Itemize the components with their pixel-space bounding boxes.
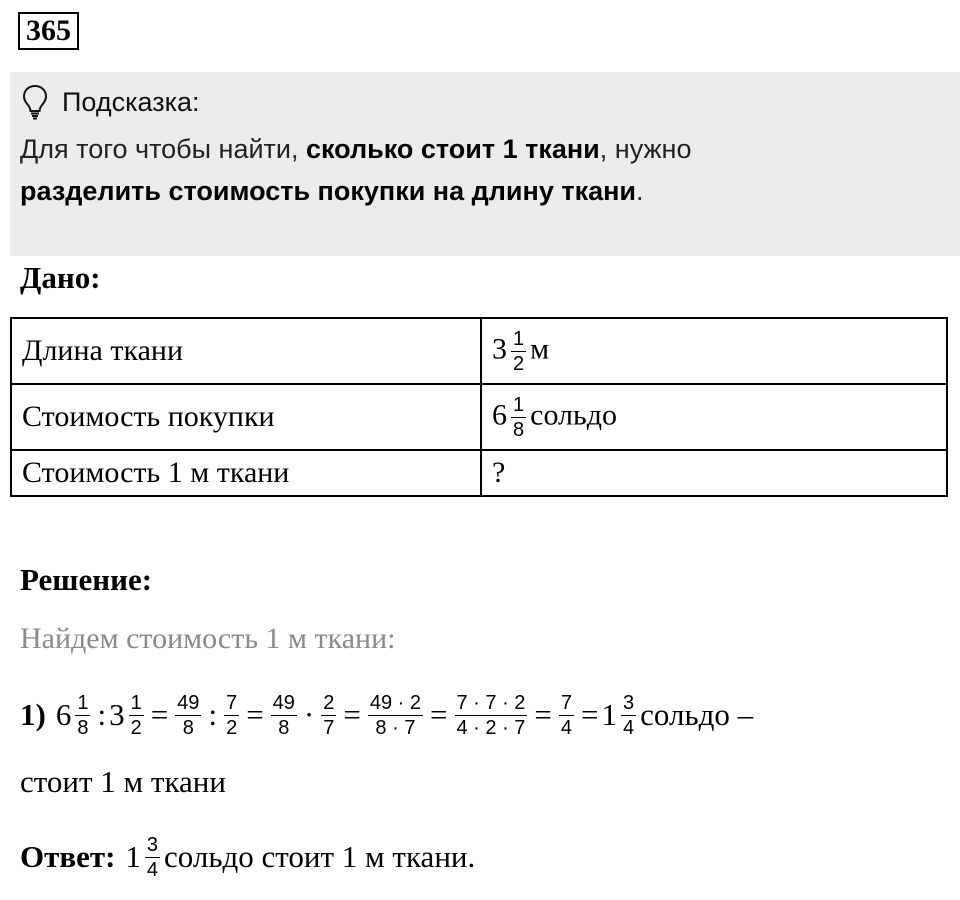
hint-header [22, 82, 200, 122]
numerator: 2 [323, 691, 335, 714]
whole-part: 6 [492, 397, 507, 431]
table-row [11, 318, 947, 384]
fraction [511, 393, 526, 442]
denominator: 7 [323, 716, 335, 739]
given-value-length [481, 318, 947, 384]
whole-part: 3 [109, 697, 125, 732]
equals-sign: = [343, 697, 361, 732]
whole-part: 1 [125, 839, 141, 874]
fraction [455, 691, 528, 740]
fraction [75, 691, 90, 740]
operator: : [97, 697, 107, 732]
whole-part: 3 [492, 331, 507, 365]
hint-line1-a: Для того чтобы найти, [20, 134, 306, 164]
denominator: 4 · 2 · 7 [456, 716, 526, 739]
fraction [271, 691, 297, 740]
fraction [621, 691, 636, 740]
answer-label: Ответ: [20, 839, 116, 874]
fraction [559, 691, 574, 740]
hint-box [10, 72, 960, 256]
fraction [321, 691, 336, 740]
fraction [129, 691, 144, 740]
equals-sign: = [246, 697, 264, 732]
numerator: 1 [513, 327, 525, 350]
fraction [145, 833, 160, 882]
table-row [11, 384, 947, 450]
hint-line1-bold: сколько стоит 1 ткани [306, 134, 600, 164]
denominator: 2 [513, 352, 525, 375]
denominator: 8 [278, 716, 290, 739]
answer-line [20, 826, 475, 888]
task-number: 365 [18, 12, 79, 50]
numerator: 7 [226, 691, 238, 714]
fraction [368, 691, 423, 740]
unit-tail: сольдо – [640, 697, 754, 732]
fraction [511, 327, 526, 376]
unit: сольдо [530, 397, 617, 431]
numerator: 49 [177, 691, 200, 714]
numerator: 49 · 2 [369, 691, 422, 714]
denominator: 8 [182, 716, 194, 739]
whole-part: 6 [55, 697, 72, 732]
given-name-length: Длина ткани [11, 318, 481, 384]
hint-title: Подсказка: [62, 86, 200, 117]
fraction [175, 691, 201, 740]
whole-part: 1 [601, 697, 618, 732]
given-value-unknown: ? [481, 450, 947, 496]
denominator: 8 [513, 418, 525, 441]
numerator: 7 [560, 691, 573, 714]
solution-intro: Найдем стоимость 1 м ткани: [20, 622, 396, 655]
solution-label: Решение: [20, 562, 153, 597]
calculation-continuation: стоит 1 м ткани [20, 764, 226, 799]
step-label: 1) [20, 697, 46, 732]
denominator: 2 [226, 716, 238, 739]
hint-line1-b: , нужно [599, 134, 692, 164]
given-table [10, 317, 948, 497]
hint-line2-end: . [636, 176, 644, 206]
denominator: 8 · 7 [375, 716, 416, 739]
unit: м [530, 331, 550, 365]
given-name-cost: Стоимость покупки [11, 384, 481, 450]
numerator: 7 · 7 · 2 [456, 691, 526, 714]
given-label: Дано: [20, 260, 101, 295]
answer-text: сольдо стоит 1 м ткани. [164, 839, 476, 874]
denominator: 4 [146, 858, 159, 881]
denominator: 4 [623, 716, 635, 739]
numerator: 3 [146, 833, 159, 856]
numerator: 1 [130, 691, 142, 714]
operator: : [208, 697, 218, 732]
numerator: 1 [77, 691, 89, 714]
operator: · [303, 697, 315, 732]
numerator: 49 [272, 691, 295, 714]
equals-sign: = [534, 697, 552, 732]
given-value-cost [481, 384, 947, 450]
hint-line2-bold: разделить стоимость покупки на длину ткани [20, 176, 637, 206]
denominator: 8 [77, 716, 89, 739]
table-row [11, 450, 947, 496]
numerator: 3 [623, 691, 635, 714]
equals-sign: = [581, 697, 599, 732]
equals-sign: = [430, 697, 448, 732]
given-name-unit-cost: Стоимость 1 м ткани [11, 450, 481, 496]
equals-sign: = [150, 697, 169, 732]
hint-text [20, 128, 920, 212]
denominator: 2 [130, 716, 142, 739]
lightbulb-icon [22, 84, 48, 120]
numerator: 1 [513, 393, 525, 416]
denominator: 4 [560, 716, 573, 739]
calculation-line [20, 684, 753, 746]
fraction [224, 691, 239, 740]
